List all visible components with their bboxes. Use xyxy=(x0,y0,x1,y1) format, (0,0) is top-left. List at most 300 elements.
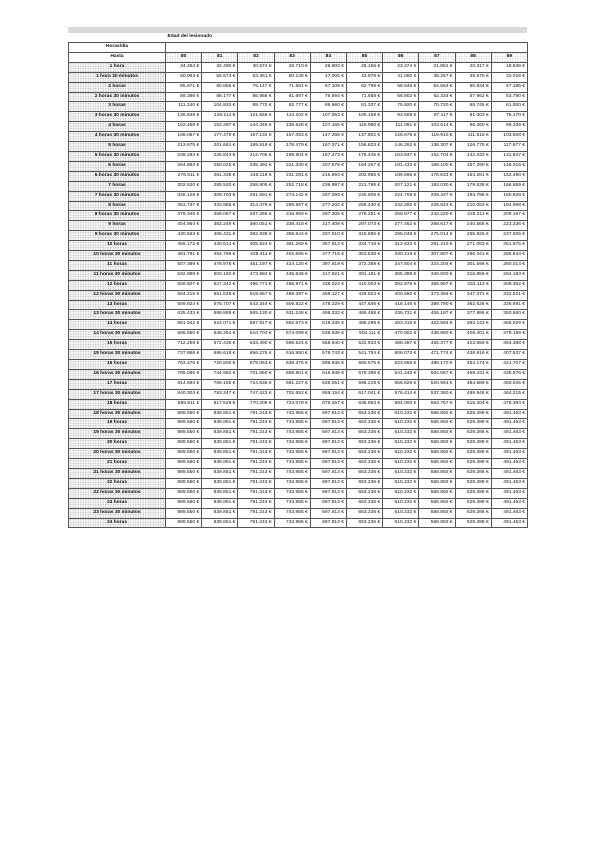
amount-cell: 889.550 € xyxy=(166,409,202,419)
amount-cell: 454.796 € xyxy=(202,251,238,261)
amount-cell: 697.813 € xyxy=(310,449,346,459)
amount-cell: 152.704 € xyxy=(419,151,455,161)
row-hours-label: 14 horas xyxy=(69,320,166,330)
amount-cell: 791.243 € xyxy=(238,419,274,429)
amount-cell: 201.661 € xyxy=(202,142,238,152)
row-hours-label: 15 horas 30 minutos xyxy=(69,350,166,360)
table-row xyxy=(69,211,528,221)
amount-cell: 189.595 € xyxy=(383,171,419,181)
amount-cell: 417.921 € xyxy=(310,270,346,280)
age-header-row xyxy=(69,52,528,62)
amount-cell: 538.538 € xyxy=(310,330,346,340)
age-header: 88 xyxy=(455,52,491,62)
table-row xyxy=(69,290,528,300)
amount-cell: 60.063 € xyxy=(166,72,202,82)
amount-cell: 307.807 € xyxy=(419,251,455,261)
age-header: 84 xyxy=(310,52,346,62)
amount-cell: 407.537 € xyxy=(491,350,527,360)
amount-cell: 610.232 € xyxy=(383,498,419,508)
amount-cell: 20.317 € xyxy=(455,62,491,72)
amount-cell: 653.236 € xyxy=(346,478,382,488)
amount-cell: 418.146 € xyxy=(383,300,419,310)
amount-cell: 246.118 € xyxy=(238,171,274,181)
row-hours-label: 17 horas 30 minutos xyxy=(69,389,166,399)
row-hours-label: 15 horas xyxy=(69,340,166,350)
amount-cell: 207.576 € xyxy=(310,161,346,171)
amount-cell: 702.652 € xyxy=(274,389,310,399)
amount-cell: 697.813 € xyxy=(310,419,346,429)
table-row xyxy=(69,459,528,469)
amount-cell: 210.053 € xyxy=(455,201,491,211)
amount-cell: 76.594 € xyxy=(310,92,346,102)
amount-cell: 179.538 € xyxy=(455,181,491,191)
amount-cell: 86.956 € xyxy=(238,92,274,102)
amount-cell: 541.754 € xyxy=(346,350,382,360)
amount-cell: 791.243 € xyxy=(238,429,274,439)
amount-cell: 250.025 € xyxy=(202,161,238,171)
row-hours-label: 11 horas xyxy=(69,260,166,270)
amount-cell: 410.003 € xyxy=(346,280,382,290)
amount-cell: 639.051 € xyxy=(310,379,346,389)
edad-label: Edad del lesionado xyxy=(167,34,213,40)
amount-cell: 504.567 € xyxy=(419,369,455,379)
amount-cell: 30.574 € xyxy=(238,62,274,72)
amount-cell: 255.826 € xyxy=(455,231,491,241)
amount-cell: 80.855 € xyxy=(202,82,238,92)
amount-cell: 131.847 € xyxy=(491,151,527,161)
amount-cell: 152.490 € xyxy=(491,171,527,181)
amount-cell: 119.910 € xyxy=(419,132,455,142)
amount-cell: 697.813 € xyxy=(310,508,346,518)
amount-cell: 610.232 € xyxy=(383,488,419,498)
amount-cell: 93.505 € xyxy=(383,112,419,122)
amount-cell: 285.520 € xyxy=(202,181,238,191)
amount-cell: 275.014 € xyxy=(419,231,455,241)
amount-cell: 568.892 € xyxy=(419,518,455,528)
table-row xyxy=(69,280,528,290)
amount-cell: 194.796 € xyxy=(455,191,491,201)
amount-cell: 587.917 € xyxy=(238,320,274,330)
row-hours-label: 4 horas xyxy=(69,122,166,132)
amount-cell: 466.971 € xyxy=(274,280,310,290)
table-row xyxy=(69,350,528,360)
amount-cell: 568.892 € xyxy=(419,419,455,429)
amount-cell: 529.288 € xyxy=(455,409,491,419)
amount-cell: 146.016 € xyxy=(491,161,527,171)
amount-cell: 264.893 € xyxy=(166,161,202,171)
amount-cell: 128.676 € xyxy=(383,132,419,142)
table-row xyxy=(69,201,528,211)
amount-cell: 839.851 € xyxy=(202,439,238,449)
amount-cell: 889.550 € xyxy=(166,468,202,478)
amount-cell: 280.014 € xyxy=(491,260,527,270)
age-header: 89 xyxy=(491,52,527,62)
amount-cell: 610.232 € xyxy=(383,508,419,518)
amount-cell: 610.232 € xyxy=(383,459,419,469)
amount-cell: 498.332 € xyxy=(310,310,346,320)
amount-cell: 53.790 € xyxy=(491,92,527,102)
amount-cell: 609.824 € xyxy=(166,300,202,310)
amount-cell: 791.243 € xyxy=(238,488,274,498)
amount-cell: 259.430 € xyxy=(346,201,382,211)
table-row xyxy=(69,369,528,379)
amount-cell: 697.813 € xyxy=(310,459,346,469)
amount-cell: 405.624 € xyxy=(238,241,274,251)
table-row xyxy=(69,221,528,231)
amount-cell: 839.851 € xyxy=(202,409,238,419)
amount-cell: 679.063 € xyxy=(238,360,274,370)
amount-cell: 76.147 € xyxy=(238,82,274,92)
row-hours-label: 3 horas 30 minutos xyxy=(69,112,166,122)
table-row xyxy=(69,518,528,528)
amount-cell: 356.997 € xyxy=(419,280,455,290)
edad-caption-row xyxy=(69,33,528,43)
amount-cell: 32.490 € xyxy=(202,62,238,72)
amount-cell: 743.855 € xyxy=(274,508,310,518)
amount-cell: 175.445 € xyxy=(346,151,382,161)
amount-cell: 58.645 € xyxy=(383,82,419,92)
age-header: 81 xyxy=(202,52,238,62)
amount-cell: 332.113 € xyxy=(455,280,491,290)
amount-cell: 104.932 € xyxy=(202,102,238,112)
amount-cell: 26.903 € xyxy=(310,62,346,72)
amount-cell: 558.829 € xyxy=(383,379,419,389)
amount-cell: 295.567 € xyxy=(274,201,310,211)
amount-cell: 529.288 € xyxy=(455,498,491,508)
row-hours-label: 17 horas xyxy=(69,379,166,389)
amount-cell: 372.359 € xyxy=(346,260,382,270)
amount-cell: 365.389 € xyxy=(383,270,419,280)
amount-cell: 242.292 € xyxy=(383,201,419,211)
amount-cell: 297.073 € xyxy=(346,221,382,231)
amount-cell: 34.454 € xyxy=(166,62,202,72)
amount-cell: 653.236 € xyxy=(346,518,382,528)
amount-cell: 240.568 € xyxy=(455,221,491,231)
amount-cell: 743.855 € xyxy=(274,488,310,498)
amount-cell: 338.418 € xyxy=(274,221,310,231)
table-row xyxy=(69,498,528,508)
amount-cell: 393.368 € xyxy=(491,340,527,350)
amount-cell: 187.473 € xyxy=(310,151,346,161)
table-row xyxy=(69,379,528,389)
amount-cell: 518.435 € xyxy=(310,320,346,330)
amount-cell: 529.288 € xyxy=(455,468,491,478)
amount-cell: 71.561 € xyxy=(274,82,310,92)
amount-cell: 791.243 € xyxy=(238,459,274,469)
amount-cell: 146.262 € xyxy=(383,142,419,152)
row-hours-label: 2 horas 30 minutos xyxy=(69,92,166,102)
amount-cell: 520.964 € xyxy=(419,379,455,389)
amount-cell: 47.185 € xyxy=(491,82,527,92)
amount-cell: 568.892 € xyxy=(419,439,455,449)
amount-cell: 377.716 € xyxy=(310,251,346,261)
amount-cell: 458.127 € xyxy=(310,290,346,300)
amount-cell: 568.892 € xyxy=(419,488,455,498)
amount-cell: 610.232 € xyxy=(383,468,419,478)
amount-cell: 430.614 € xyxy=(202,241,238,251)
amount-cell: 542.344 € xyxy=(238,300,274,310)
row-hours-label: 16 horas xyxy=(69,360,166,370)
amount-cell: 56.673 € xyxy=(202,72,238,82)
age-header: 80 xyxy=(166,52,202,62)
amount-cell: 194.998 € xyxy=(491,201,527,211)
amount-cell: 575.707 € xyxy=(202,300,238,310)
amount-cell: 194.267 € xyxy=(346,161,382,171)
amount-cell: 188.067 € xyxy=(166,132,202,142)
amount-cell: 541.243 € xyxy=(383,369,419,379)
amount-cell: 681.227 € xyxy=(274,379,310,389)
amount-cell: 697.813 € xyxy=(310,439,346,449)
hasta-label: Hasta xyxy=(69,52,166,62)
amount-cell: 251.675 € xyxy=(491,241,527,251)
amount-cell: 41.060 € xyxy=(383,72,419,82)
amount-cell: 225.843 € xyxy=(202,151,238,161)
table-row xyxy=(69,449,528,459)
amount-cell: 488.397 € xyxy=(274,290,310,300)
row-hours-label: 19 horas 30 minutos xyxy=(69,429,166,439)
table-row xyxy=(69,62,528,72)
amount-cell: 162.458 € xyxy=(166,122,202,132)
row-hours-label: 12 horas 30 minutos xyxy=(69,290,166,300)
age-header: 87 xyxy=(419,52,455,62)
amount-cell: 428.411 € xyxy=(238,251,274,261)
amount-cell: 635.433 € xyxy=(166,310,202,320)
amount-cell: 507.389 € xyxy=(166,260,202,270)
amount-cell: 75.170 € xyxy=(491,112,527,122)
amount-cell: 499.946 € xyxy=(455,389,491,399)
amount-cell: 166.659 € xyxy=(491,181,527,191)
amount-cell: 470.902 € xyxy=(383,330,419,340)
amount-cell: 213.675 € xyxy=(166,142,202,152)
row-hours-label: 7 horas 30 minutos xyxy=(69,191,166,201)
row-hours-label: 6 horas xyxy=(69,161,166,171)
amount-cell: 178.479 € xyxy=(274,142,310,152)
amount-cell: 294.183 € xyxy=(491,270,527,280)
amount-cell: 62.799 € xyxy=(346,82,382,92)
table-row xyxy=(69,429,528,439)
table-row xyxy=(69,468,528,478)
amount-cell: 435.731 € xyxy=(383,310,419,320)
row-hours-label: 5 horas xyxy=(69,142,166,152)
row-hours-label: 24 horas xyxy=(69,518,166,528)
amount-cell: 142.033 € xyxy=(455,151,491,161)
amount-cell: 353.737 € xyxy=(166,201,202,211)
row-hours-label: 8 horas 30 minutos xyxy=(69,211,166,221)
amount-cell: 103.514 € xyxy=(419,122,455,132)
amount-cell: 357.613 € xyxy=(310,241,346,251)
amount-cell: 568.892 € xyxy=(419,429,455,439)
amount-cell: 144.345 € xyxy=(238,122,274,132)
amount-cell: 889.550 € xyxy=(166,498,202,508)
amount-cell: 157.290 € xyxy=(455,161,491,171)
amount-cell: 111.091 € xyxy=(383,122,419,132)
amount-cell: 686.650 € xyxy=(166,330,202,340)
amount-cell: 153.297 € xyxy=(202,122,238,132)
amount-cell: 156.623 € xyxy=(346,142,382,152)
amount-cell: 595.524 € xyxy=(274,340,310,350)
amount-cell: 438.980 € xyxy=(419,330,455,340)
amount-cell: 574.099 € xyxy=(274,330,310,340)
amount-cell: 456.172 € xyxy=(166,241,202,251)
amount-cell: 333.885 € xyxy=(202,201,238,211)
amount-cell: 814.694 € xyxy=(166,379,202,389)
amount-cell: 598.846 € xyxy=(310,360,346,370)
amount-cell: 406.431 € xyxy=(202,231,238,241)
amount-cell: 889.550 € xyxy=(166,518,202,528)
amount-cell: 261.338 € xyxy=(202,171,238,181)
compensation-table xyxy=(68,33,528,528)
amount-cell: 769.165 € xyxy=(202,379,238,389)
row-hours-label: 8 horas xyxy=(69,201,166,211)
row-hours-label: 20 horas xyxy=(69,439,166,449)
row-hours-label: 23 horas 30 minutos xyxy=(69,508,166,518)
amount-cell: 576.414 € xyxy=(383,389,419,399)
amount-cell: 481.781 € xyxy=(166,251,202,261)
amount-cell: 488.487 € xyxy=(383,340,419,350)
amount-cell: 23.474 € xyxy=(383,62,419,72)
row-hours-label: 1 hora 30 minutos xyxy=(69,72,166,82)
amount-cell: 277.202 € xyxy=(310,201,346,211)
row-hours-label: 23 horas xyxy=(69,498,166,508)
amount-cell: 743.855 € xyxy=(274,409,310,419)
amount-cell: 212.705 € xyxy=(238,151,274,161)
amount-cell: 61.000 € xyxy=(491,102,527,112)
amount-cell: 743.855 € xyxy=(274,478,310,488)
amount-cell: 889.550 € xyxy=(166,449,202,459)
amount-cell: 81.337 € xyxy=(346,102,382,112)
amount-cell: 422.584 € xyxy=(419,320,455,330)
amount-cell: 297.305 € xyxy=(310,211,346,221)
row-hours-label: 2 horas xyxy=(69,82,166,92)
amount-cell: 54.654 € xyxy=(419,82,455,92)
amount-cell: 791.243 € xyxy=(238,508,274,518)
amount-cell: 87.117 € xyxy=(419,112,455,122)
amount-cell: 382.975 € xyxy=(383,280,419,290)
table-row xyxy=(69,142,528,152)
amount-cell: 85.671 € xyxy=(166,82,202,92)
amount-cell: 86.960 € xyxy=(310,102,346,112)
table-row xyxy=(69,439,528,449)
amount-cell: 265.844 € xyxy=(491,251,527,261)
amount-cell: 791.243 € xyxy=(238,518,274,528)
table-row xyxy=(69,320,528,330)
table-row xyxy=(69,270,528,280)
amount-cell: 98.772 € xyxy=(238,102,274,112)
table-row xyxy=(69,132,528,142)
amount-cell: 478.384 € xyxy=(491,399,527,409)
amount-cell: 400.560 € xyxy=(383,290,419,300)
amount-cell: 312.633 € xyxy=(383,241,419,251)
amount-cell: 523.658 € xyxy=(383,360,419,370)
amount-cell: 659.801 € xyxy=(274,369,310,379)
amount-cell: 180.828 € xyxy=(491,191,527,201)
amount-cell: 277.462 € xyxy=(383,221,419,231)
amount-cell: 118.980 € xyxy=(346,122,382,132)
amount-cell: 202.965 € xyxy=(346,171,382,181)
amount-cell: 491.463 € xyxy=(491,439,527,449)
amount-cell: 181.433 € xyxy=(383,161,419,171)
row-hours-label: 1 hora xyxy=(69,62,166,72)
amount-cell: 531.248 € xyxy=(274,310,310,320)
amount-cell: 381.269 € xyxy=(274,241,310,251)
amount-cell: 28.710 € xyxy=(274,62,310,72)
amount-cell: 167.132 € xyxy=(238,132,274,142)
amount-cell: 236.997 € xyxy=(310,181,346,191)
amount-cell: 491.463 € xyxy=(491,409,527,419)
horas-dia-spacer xyxy=(166,43,528,53)
amount-cell: 324.204 € xyxy=(419,260,455,270)
table-row xyxy=(69,151,528,161)
amount-cell: 789.085 € xyxy=(166,369,202,379)
amount-cell: 529.288 € xyxy=(455,518,491,528)
amount-cell: 240.608 € xyxy=(346,191,382,201)
amount-cell: 466.468 € xyxy=(346,310,382,320)
amount-cell: 136.307 € xyxy=(419,142,455,152)
amount-cell: 529.288 € xyxy=(455,429,491,439)
amount-cell: 365.029 € xyxy=(491,320,527,330)
amount-cell: 560.576 € xyxy=(346,360,382,370)
amount-cell: 491.463 € xyxy=(491,488,527,498)
table-row xyxy=(69,102,528,112)
amount-cell: 402.695 € xyxy=(274,251,310,261)
amount-cell: 96.260 € xyxy=(455,122,491,132)
age-header: 86 xyxy=(383,52,419,62)
amount-cell: 347.371 € xyxy=(455,290,491,300)
amount-cell: 389.790 € xyxy=(419,300,455,310)
amount-cell: 316.993 € xyxy=(274,211,310,221)
row-hours-label: 13 horas xyxy=(69,300,166,310)
amount-cell: 88.177 € xyxy=(202,92,238,102)
amount-cell: 337.265 € xyxy=(238,211,274,221)
amount-cell: 633.490 € xyxy=(238,340,274,350)
amount-cell: 92.777 € xyxy=(274,102,310,112)
amount-cell: 314.478 € xyxy=(238,201,274,211)
amount-cell: 100.159 € xyxy=(346,112,382,122)
amount-cell: 268.905 € xyxy=(238,181,274,191)
amount-cell: 568.892 € xyxy=(419,459,455,469)
amount-cell: 278.251 € xyxy=(346,211,382,221)
amount-cell: 491.463 € xyxy=(491,478,527,488)
amount-cell: 747.423 € xyxy=(238,389,274,399)
amount-cell: 237.505 € xyxy=(491,231,527,241)
amount-cell: 791.243 € xyxy=(238,478,274,488)
row-hours-label: 5 horas 30 minutos xyxy=(69,151,166,161)
table-row xyxy=(69,260,528,270)
amount-cell: 889.550 € xyxy=(166,439,202,449)
table-row xyxy=(69,340,528,350)
row-hours-label: 14 horas 30 minutos xyxy=(69,330,166,340)
amount-cell: 235.492 € xyxy=(238,161,274,171)
amount-cell: 529.288 € xyxy=(455,488,491,498)
amount-cell: 53.361 € xyxy=(238,72,274,82)
amount-cell: 21.861 € xyxy=(419,62,455,72)
age-header: 82 xyxy=(238,52,274,62)
amount-cell: 491.463 € xyxy=(491,468,527,478)
amount-cell: 353.538 € xyxy=(346,251,382,261)
amount-cell: 428.824 € xyxy=(346,290,382,300)
amount-cell: 231.291 € xyxy=(274,171,310,181)
amount-cell: 340.600 € xyxy=(419,270,455,280)
amount-cell: 176.633 € xyxy=(419,171,455,181)
amount-cell: 424.120 € xyxy=(274,260,310,270)
amount-cell: 271.083 € xyxy=(455,241,491,251)
amount-cell: 199.904 € xyxy=(274,151,310,161)
amount-cell: 743.855 € xyxy=(274,419,310,429)
amount-cell: 889.550 € xyxy=(166,419,202,429)
amount-cell: 315.895 € xyxy=(346,231,382,241)
amount-cell: 421.707 € xyxy=(491,360,527,370)
table-row xyxy=(69,241,528,251)
